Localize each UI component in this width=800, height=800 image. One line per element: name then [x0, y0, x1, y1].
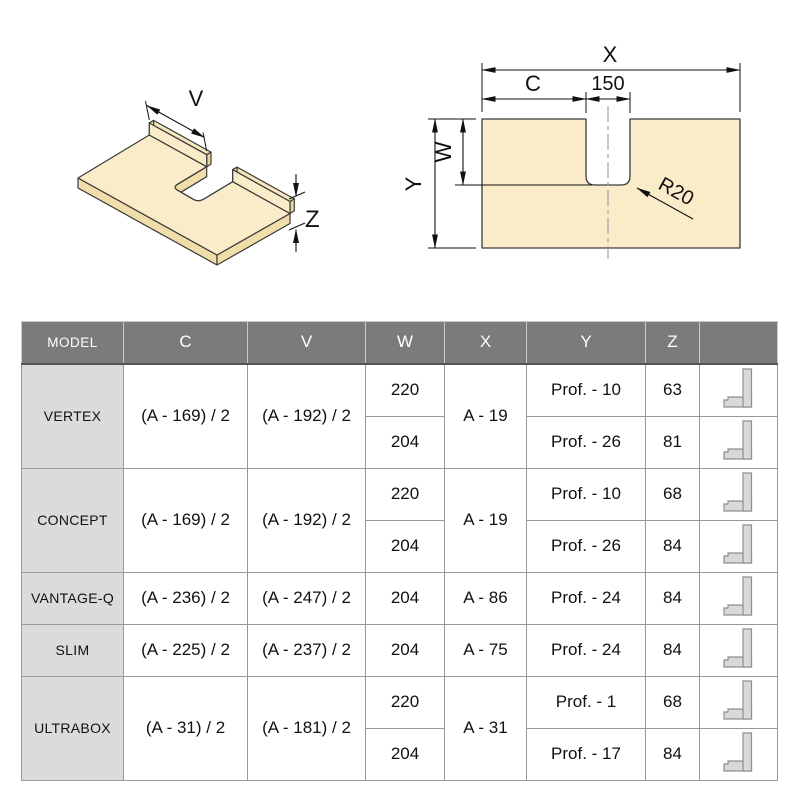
profile-icon-cell	[700, 728, 778, 780]
v-cell: (A - 181) / 2	[248, 676, 366, 780]
x-cell: A - 19	[445, 468, 527, 572]
z-cell: 81	[646, 416, 700, 468]
v-cell: (A - 237) / 2	[248, 624, 366, 676]
w-cell: 220	[366, 364, 445, 417]
w-cell: 220	[366, 676, 445, 728]
x-cell: A - 31	[445, 676, 527, 780]
y-cell: Prof. - 26	[527, 416, 646, 468]
plan-label-x: X	[602, 42, 618, 67]
c-cell: (A - 236) / 2	[124, 572, 248, 624]
x-cell: A - 86	[445, 572, 527, 624]
c-cell: (A - 169) / 2	[124, 468, 248, 572]
plan-label-r20: R20	[654, 173, 698, 211]
corner-profile-icon	[722, 731, 756, 773]
profile-icon-cell	[700, 572, 778, 624]
corner-profile-icon	[722, 523, 756, 565]
model-cell: ULTRABOX	[22, 676, 124, 780]
plan-label-y: Y	[401, 176, 426, 192]
y-cell: Prof. - 1	[527, 676, 646, 728]
table-row	[22, 624, 778, 676]
iso-left-upstand-end	[207, 152, 211, 167]
iso-label-v: V	[188, 86, 204, 111]
z-cell: 84	[646, 572, 700, 624]
y-cell: Prof. - 24	[527, 624, 646, 676]
w-cell: 204	[366, 572, 445, 624]
plan-label-w: W	[431, 141, 456, 163]
plan-view	[401, 42, 740, 259]
w-cell: 204	[366, 416, 445, 468]
iso-dim-z	[289, 174, 320, 252]
plan-dim-c	[482, 71, 586, 113]
v-cell: (A - 247) / 2	[248, 572, 366, 624]
v-cell: (A - 192) / 2	[248, 364, 366, 469]
z-cell: 84	[646, 728, 700, 780]
y-cell: Prof. - 10	[527, 468, 646, 520]
profile-icon-cell	[700, 364, 778, 417]
model-cell: VERTEX	[22, 364, 124, 469]
x-cell: A - 19	[445, 364, 527, 469]
w-cell: 204	[366, 520, 445, 572]
plan-label-150: 150	[591, 73, 625, 95]
y-cell: Prof. - 17	[527, 728, 646, 780]
header-x: X	[445, 322, 527, 364]
table-row	[22, 468, 778, 520]
corner-profile-icon	[722, 627, 756, 669]
corner-profile-icon	[722, 575, 756, 617]
plan-panel	[482, 119, 740, 248]
corner-profile-icon	[722, 419, 756, 461]
v-cell: (A - 192) / 2	[248, 468, 366, 572]
w-cell: 204	[366, 624, 445, 676]
corner-profile-icon	[722, 471, 756, 513]
technical-drawings	[0, 0, 800, 312]
header-y: Y	[527, 322, 646, 364]
profile-icon-cell	[700, 416, 778, 468]
header-row	[22, 322, 778, 364]
corner-profile-icon	[722, 679, 756, 721]
table-row	[22, 676, 778, 728]
model-cell: SLIM	[22, 624, 124, 676]
y-cell: Prof. - 26	[527, 520, 646, 572]
c-cell: (A - 31) / 2	[124, 676, 248, 780]
plan-label-c: C	[525, 71, 541, 96]
c-cell: (A - 225) / 2	[124, 624, 248, 676]
header-model: MODEL	[22, 322, 124, 364]
header-v: V	[248, 322, 366, 364]
model-cell: VANTAGE-Q	[22, 572, 124, 624]
profile-icon-cell	[700, 520, 778, 572]
table-row	[22, 364, 778, 417]
header-w: W	[366, 322, 445, 364]
iso-view	[78, 86, 320, 265]
header-icon	[700, 322, 778, 364]
header-c: C	[124, 322, 248, 364]
model-cell: CONCEPT	[22, 468, 124, 572]
z-cell: 84	[646, 624, 700, 676]
y-cell: Prof. - 24	[527, 572, 646, 624]
z-cell: 84	[646, 520, 700, 572]
profile-icon-cell	[700, 468, 778, 520]
c-cell: (A - 169) / 2	[124, 364, 248, 469]
table-row	[22, 572, 778, 624]
profile-icon-cell	[700, 624, 778, 676]
z-cell: 63	[646, 364, 700, 417]
iso-right-upstand-end	[290, 199, 294, 214]
z-cell: 68	[646, 468, 700, 520]
header-z: Z	[646, 322, 700, 364]
iso-label-z: Z	[305, 206, 320, 233]
z-cell: 68	[646, 676, 700, 728]
profile-icon-cell	[700, 676, 778, 728]
plan-dim-y	[401, 119, 476, 248]
w-cell: 204	[366, 728, 445, 780]
spec-table	[21, 321, 778, 781]
x-cell: A - 75	[445, 624, 527, 676]
corner-profile-icon	[722, 367, 756, 409]
y-cell: Prof. - 10	[527, 364, 646, 417]
w-cell: 220	[366, 468, 445, 520]
